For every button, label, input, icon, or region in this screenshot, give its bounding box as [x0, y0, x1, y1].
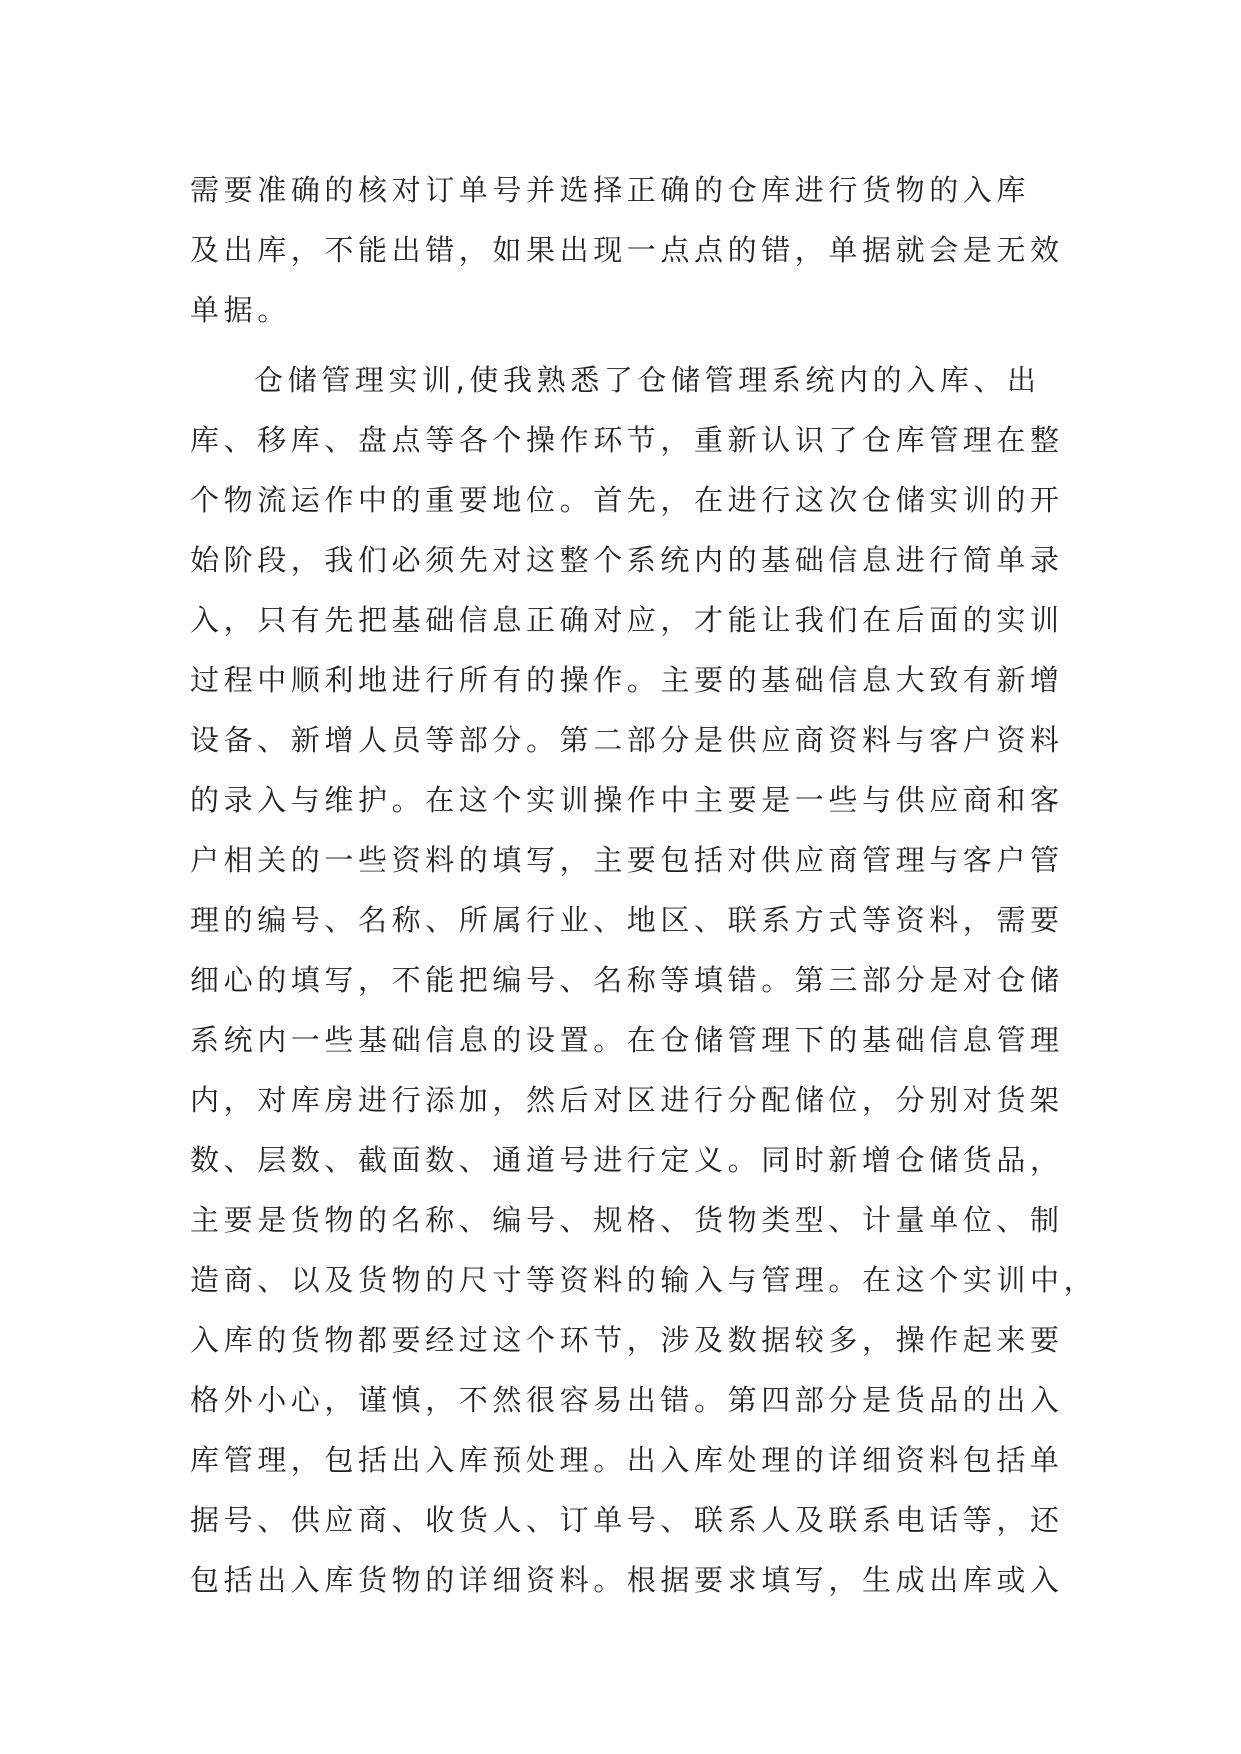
- text-line: 包括出入库货物的详细资料。根据要求填写，生成出库或入: [190, 1563, 1064, 1597]
- text-line: 个物流运作中的重要地位。首先，在进行这次仓储实训的开: [190, 483, 1064, 517]
- text-line: 数、层数、截面数、通道号进行定义。同时新增仓储货品，: [190, 1143, 1064, 1177]
- text-line: 入库的货物都要经过这个环节，涉及数据较多，操作起来要: [190, 1323, 1064, 1357]
- text-line: 据号、供应商、收货人、订单号、联系人及联系电话等，还: [190, 1503, 1064, 1537]
- paragraph: [190, 160, 1064, 340]
- text-line: 主要是货物的名称、编号、规格、货物类型、计量单位、制: [190, 1203, 1064, 1237]
- text-line: 格外小心，谨慎，不然很容易出错。第四部分是货品的出入: [190, 1383, 1064, 1417]
- text-line: 设备、新增人员等部分。第二部分是供应商资料与客户资料: [190, 723, 1064, 757]
- text-line: 库、移库、盘点等各个操作环节，重新认识了仓库管理在整: [190, 423, 1064, 457]
- paragraph-gap: [190, 340, 1050, 350]
- text-line: 仓储管理实训,使我熟悉了仓储管理系统内的入库、出: [254, 363, 1041, 397]
- text-line: 系统内一些基础信息的设置。在仓储管理下的基础信息管理: [190, 1023, 1064, 1057]
- text-line: 库管理，包括出入库预处理。出入库处理的详细资料包括单: [190, 1443, 1064, 1477]
- text-line: 内，对库房进行添加，然后对区进行分配储位，分别对货架: [190, 1083, 1064, 1117]
- text-line: 造商、以及货物的尺寸等资料的输入与管理。在这个实训中，: [190, 1263, 1098, 1297]
- text-line: 始阶段，我们必须先对这整个系统内的基础信息进行简单录: [190, 543, 1064, 577]
- text-line: 过程中顺利地进行所有的操作。主要的基础信息大致有新增: [190, 663, 1064, 697]
- text-line: 细心的填写，不能把编号、名称等填错。第三部分是对仓储: [190, 963, 1064, 997]
- text-line: 户相关的一些资料的填写，主要包括对供应商管理与客户管: [190, 843, 1064, 877]
- text-line: 及出库，不能出错，如果出现一点点的错，单据就会是无效: [190, 233, 1064, 267]
- text-line: 入，只有先把基础信息正确对应，才能让我们在后面的实训: [190, 603, 1064, 637]
- text-line: 需要准确的核对订单号并选择正确的仓库进行货物的入库: [190, 173, 1031, 207]
- text-line: 理的编号、名称、所属行业、地区、联系方式等资料，需要: [190, 903, 1064, 937]
- text-line: 的录入与维护。在这个实训操作中主要是一些与供应商和客: [190, 783, 1064, 817]
- paragraph: [190, 350, 1098, 1610]
- document-body: [190, 160, 1098, 1610]
- text-line: 单据。: [190, 293, 291, 327]
